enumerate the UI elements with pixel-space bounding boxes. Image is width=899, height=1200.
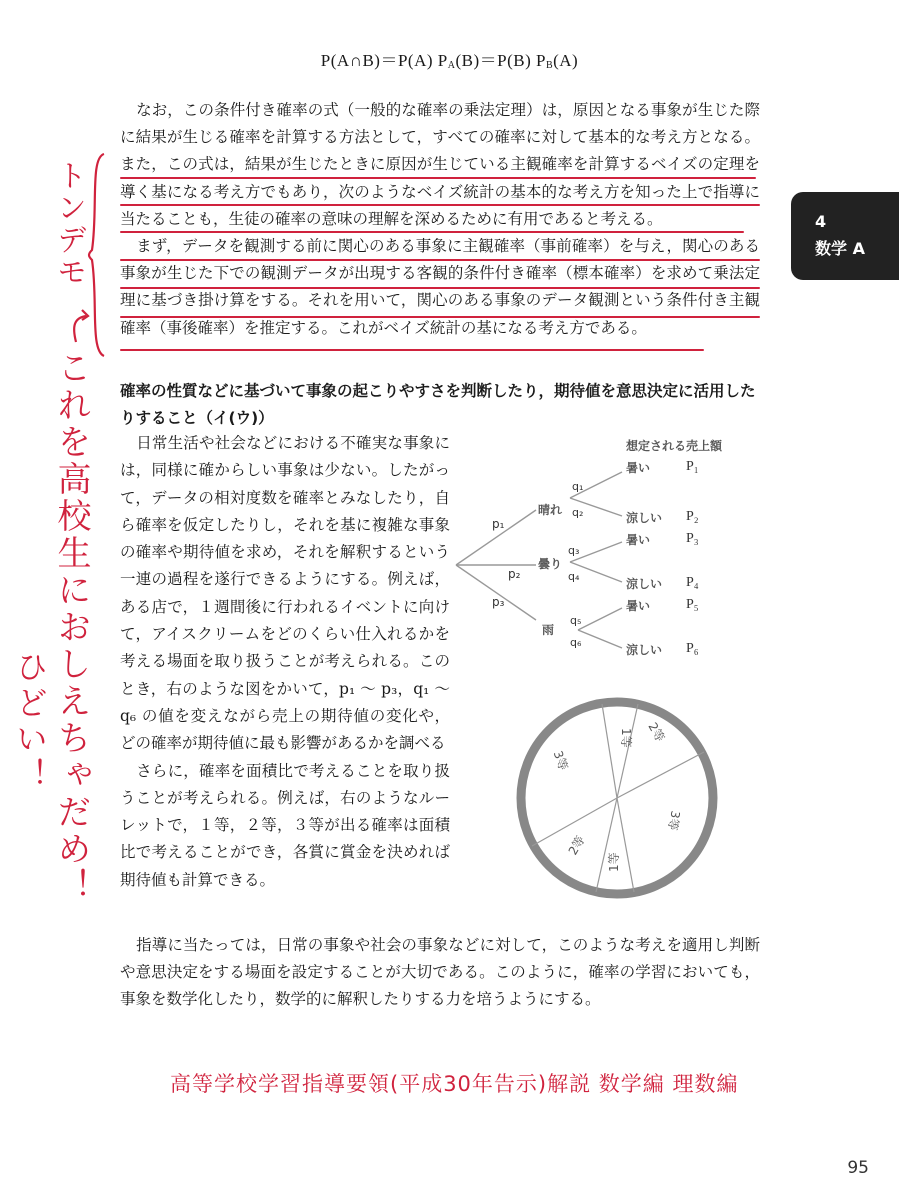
- roulette-divider: [617, 704, 638, 798]
- branch-line: [578, 608, 622, 630]
- tree-diagram: [450, 430, 750, 670]
- red-underline: [120, 349, 704, 351]
- red-underline: [120, 259, 760, 261]
- red-underline: [120, 287, 760, 289]
- chapter-tab: [791, 192, 899, 280]
- formula-sub: B: [545, 60, 554, 71]
- roulette-diagram: [510, 696, 724, 900]
- formula-part: (B)＝P(B) P: [455, 51, 546, 70]
- red-underline: [120, 316, 760, 318]
- branch-line: [578, 630, 622, 648]
- roulette-divider: [602, 704, 617, 798]
- roulette-divider: [596, 798, 617, 892]
- q-label: q₃: [568, 544, 580, 557]
- page-number: 95: [847, 1158, 869, 1178]
- roulette-divider: [617, 752, 704, 798]
- handwritten-note: これを高校生におしえちゃだめ！: [51, 350, 91, 905]
- outcome-label: 暑い: [626, 599, 651, 613]
- outcome-label: 涼しい: [626, 577, 663, 591]
- formula-part: (A): [553, 51, 579, 70]
- red-underline: [120, 204, 760, 206]
- formula-sub: A: [447, 60, 456, 71]
- paragraph-text: なお，この条件付き確率の式（一般的な確率の乗法定理）は，原因となる事象が生じた際に結果が生じる確率を計算する方法として，すべての確率に対して基本的な考え方となる。また，この式は，結果が生じたときに原因が生じている主観確率を計算するベイズの定理を導く基になる考え方でもあり，次のようなベイズ統計の基本的な考え方を知った上で指導に当たることも，生徒の確率の意味の理解を深めるために有用であると考える。: [120, 101, 760, 228]
- outcome-label: 暑い: [626, 533, 651, 547]
- p-label: p₁: [492, 517, 505, 531]
- paragraph-closing: [120, 932, 760, 1014]
- tree-title: 想定される売上額: [626, 439, 723, 453]
- weather-label: 晴れ: [538, 503, 563, 517]
- weather-label: 曇り: [538, 557, 563, 571]
- formula-line: [0, 46, 899, 71]
- weather-label: 雨: [542, 623, 555, 637]
- q-label: q₁: [572, 480, 584, 493]
- chapter-title: 数学 A: [815, 239, 865, 258]
- roulette-label: 2等: [645, 720, 668, 745]
- paragraph-conditional: [120, 97, 760, 233]
- paragraph-text: 指導に当たっては，日常の事象や社会の事象などに対して，このような考えを適用し判断や意思決定をする場面を設定することが大切である。このように，確率の学習においても，事象を数学化したり，数学的に解釈したりする力を培うようにする。: [120, 936, 760, 1009]
- P-label: P₂: [686, 509, 699, 524]
- p-label: p₂: [508, 567, 521, 581]
- roulette-divider: [617, 798, 634, 892]
- branch-line: [456, 565, 536, 620]
- roulette-label: 1等: [619, 728, 633, 748]
- handwritten-hidoi: ひどい！: [11, 650, 49, 794]
- hook-arrow: [56, 306, 96, 346]
- q-label: q₂: [572, 506, 584, 519]
- outcome-label: 涼しい: [626, 643, 663, 657]
- P-label: P₄: [686, 575, 699, 590]
- chapter-number: 4: [815, 212, 827, 231]
- roulette-label: 1等: [607, 852, 621, 872]
- outcome-label: 暑い: [626, 461, 651, 475]
- section-heading: 確率の性質などに基づいて事象の起こりやすさを判断したり，期待値を意思決定に活用したりすること（イ(ウ)）: [120, 382, 756, 427]
- red-underline: [120, 231, 744, 233]
- roulette-label: 3等: [665, 809, 683, 832]
- roulette-label: 2等: [565, 833, 588, 858]
- formula-part: P(A∩B)＝P(A) P: [320, 51, 448, 70]
- p-label: p₃: [492, 595, 505, 609]
- handwritten-tondemo: トンデモ: [51, 160, 86, 288]
- column-paragraph: さらに，確率を面積比で考えることを取り扱うことが考えられる。例えば，右のようなルーレットで，１等，２等，３等が出る確率は面積比で考えることができ，各賞に賞金を決めれば期待値も計算できる。: [120, 761, 450, 889]
- P-label: P₅: [686, 597, 699, 612]
- red-underline: [120, 177, 756, 179]
- P-label: P₁: [686, 459, 699, 474]
- column-paragraph: 日常生活や社会などにおける不確実な事象には，同様に確からしい事象は少ない。したがって，データの相対度数を確率とみなしたり，自ら確率を仮定したりし，それを基に複雑な事象の確率や期待値を求め，それを解釈するという一連の過程を遂行できるようにする。例えば，ある店で，１週間後に行われるイベントに向けて，アイスクリームをどのくらい仕入れるかを考える場面を取り扱うことが考えられる。このとき，右のような図をかいて，p₁ ～ p₃，q₁ ～ q₆ の値を変えながら売上の期待値の変化や，どの確率が期待値に最も影響があるかを調べる: [120, 434, 450, 753]
- P-label: P₃: [686, 531, 699, 546]
- outcome-label: 涼しい: [626, 511, 663, 525]
- roulette-label: 3等: [550, 748, 571, 773]
- P-label: P₆: [686, 641, 699, 656]
- handwritten-source-title: 高等学校学習指導要領(平成30年告示)解説 数学編 理数編: [170, 1072, 739, 1096]
- paragraph-text: まず，データを観測する前に関心のある事象に主観確率（事前確率）を与え，関心のある事象が生じた下での観測データが出現する客観的条件付き確率（標本確率）を求めて乗法定理に基づき掛け算をする。それを用いて，関心のある事象のデータ観測という条件付き主観確率（事後確率）を推定する。これがベイズ統計の基になる考え方である。: [120, 237, 760, 337]
- q-label: q₄: [568, 570, 580, 583]
- left-column: [120, 430, 450, 894]
- q-label: q₅: [570, 614, 582, 627]
- q-label: q₆: [570, 636, 582, 649]
